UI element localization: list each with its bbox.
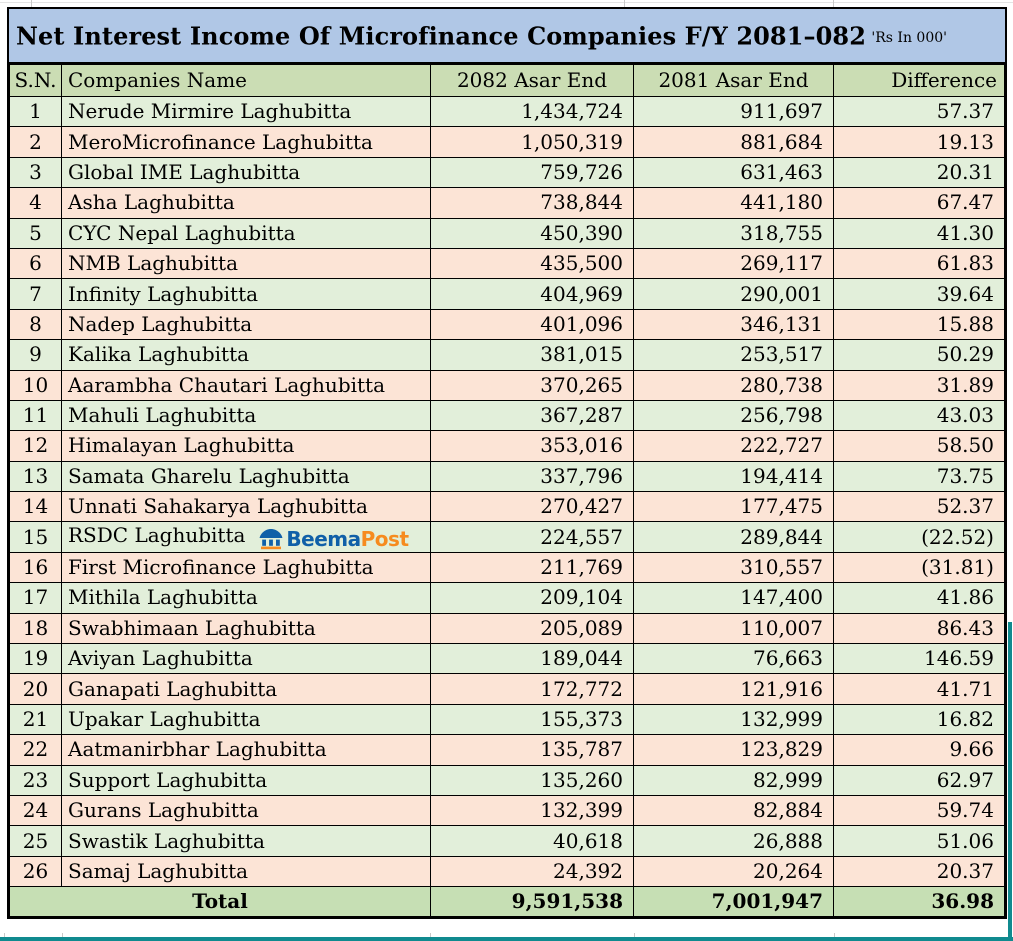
value-2081-cell: 289,844: [634, 522, 834, 552]
value-2082-cell: 172,772: [431, 674, 634, 704]
value-2081-cell: 881,684: [634, 127, 834, 157]
value-2081-cell: 269,117: [634, 248, 834, 278]
company-name-cell: [62, 613, 431, 643]
table-row: [10, 492, 1005, 522]
company-name-cell: [62, 795, 431, 825]
value-2081-cell: 26,888: [634, 826, 834, 856]
company-name: Nadep Laghubitta: [68, 311, 253, 336]
total-label-cell: Total: [10, 887, 431, 917]
company-name: Swabhimaan Laghubitta: [68, 615, 316, 640]
company-name-cell: [62, 188, 431, 218]
value-2082-cell: 211,769: [431, 552, 634, 582]
page-title: Net Interest Income Of Microfinance Companies F/Y 2081–082: [15, 21, 867, 50]
difference-cell: 19.13: [834, 127, 1005, 157]
value-2082-cell: 353,016: [431, 431, 634, 461]
company-name: MeroMicrofinance Laghubitta: [68, 129, 373, 154]
company-name-cell: [62, 583, 431, 613]
difference-cell: 43.03: [834, 400, 1005, 430]
company-name-cell: [62, 248, 431, 278]
sn-cell: 13: [10, 461, 62, 491]
value-2082-cell: 209,104: [431, 583, 634, 613]
value-2082-cell: 1,050,319: [431, 127, 634, 157]
difference-cell: 20.31: [834, 157, 1005, 187]
company-name-cell: [62, 370, 431, 400]
value-2081-cell: 76,663: [634, 644, 834, 674]
difference-cell: 39.64: [834, 279, 1005, 309]
company-name: Nerude Mirmire Laghubitta: [68, 99, 352, 124]
value-2082-cell: 401,096: [431, 309, 634, 339]
difference-cell: 58.50: [834, 431, 1005, 461]
net-interest-income-table: [9, 64, 1005, 917]
company-name: Mithila Laghubitta: [68, 585, 258, 610]
company-name-cell: [62, 431, 431, 461]
value-2081-cell: 310,557: [634, 552, 834, 582]
difference-cell: 15.88: [834, 309, 1005, 339]
table-row: [10, 826, 1005, 856]
value-2081-cell: 123,829: [634, 735, 834, 765]
company-name: Aarambha Chautari Laghubitta: [68, 372, 386, 397]
table-row: [10, 704, 1005, 734]
unit-note: 'Rs In 000': [871, 29, 947, 46]
sn-cell: 5: [10, 218, 62, 248]
company-name-cell: [62, 552, 431, 582]
col-header-difference: Difference: [834, 65, 1005, 97]
value-2082-cell: 155,373: [431, 704, 634, 734]
beemapost-logo-post: Post: [360, 526, 409, 551]
margin-gridline: [833, 0, 834, 7]
value-2082-cell: 224,557: [431, 522, 634, 552]
table-row: [10, 340, 1005, 370]
table-row: [10, 97, 1005, 127]
sn-cell: 7: [10, 279, 62, 309]
value-2082-cell: 135,787: [431, 735, 634, 765]
value-2081-cell: 132,999: [634, 704, 834, 734]
difference-cell: 51.06: [834, 826, 1005, 856]
sn-cell: 9: [10, 340, 62, 370]
difference-cell: 16.82: [834, 704, 1005, 734]
company-name: Infinity Laghubitta: [68, 281, 259, 306]
sn-cell: 12: [10, 431, 62, 461]
total-2081-cell: 7,001,947: [634, 887, 834, 917]
company-name-cell: [62, 704, 431, 734]
difference-cell: 9.66: [834, 735, 1005, 765]
company-name: Support Laghubitta: [68, 767, 268, 792]
table-footer: [10, 887, 1005, 917]
value-2082-cell: 1,434,724: [431, 97, 634, 127]
value-2082-cell: 435,500: [431, 248, 634, 278]
company-name-cell: [62, 856, 431, 886]
value-2081-cell: 441,180: [634, 188, 834, 218]
company-name: Aatmanirbhar Laghubitta: [68, 737, 327, 762]
table-row: [10, 461, 1005, 491]
company-name-cell: [62, 735, 431, 765]
value-2081-cell: 222,727: [634, 431, 834, 461]
company-name-cell: [62, 522, 431, 552]
company-name-cell: [62, 674, 431, 704]
sn-cell: 4: [10, 188, 62, 218]
table-body: [10, 97, 1005, 887]
difference-cell: 52.37: [834, 492, 1005, 522]
value-2081-cell: 110,007: [634, 613, 834, 643]
table-row: [10, 674, 1005, 704]
value-2081-cell: 346,131: [634, 309, 834, 339]
value-2082-cell: 135,260: [431, 765, 634, 795]
sn-cell: 1: [10, 97, 62, 127]
table-row: [10, 522, 1005, 552]
table-row: [10, 765, 1005, 795]
difference-cell: 62.97: [834, 765, 1005, 795]
value-2082-cell: 370,265: [431, 370, 634, 400]
table-row: [10, 613, 1005, 643]
company-name: Gurans Laghubitta: [68, 798, 259, 823]
sn-cell: 8: [10, 309, 62, 339]
teal-bottom-edge: [0, 937, 1013, 941]
table-row: [10, 279, 1005, 309]
sn-cell: 21: [10, 704, 62, 734]
difference-cell: 67.47: [834, 188, 1005, 218]
sn-cell: 15: [10, 522, 62, 552]
value-2082-cell: 132,399: [431, 795, 634, 825]
difference-cell: 61.83: [834, 248, 1005, 278]
company-name: Himalayan Laghubitta: [68, 433, 295, 458]
col-header-2082: 2082 Asar End: [431, 65, 634, 97]
sn-cell: 16: [10, 552, 62, 582]
value-2081-cell: 20,264: [634, 856, 834, 886]
company-name-cell: [62, 218, 431, 248]
sn-cell: 3: [10, 157, 62, 187]
table-row: [10, 795, 1005, 825]
company-name-cell: [62, 340, 431, 370]
company-name: Samaj Laghubitta: [68, 858, 249, 883]
difference-cell: (31.81): [834, 552, 1005, 582]
company-name: Kalika Laghubitta: [68, 342, 250, 367]
margin-gridline: [624, 0, 625, 7]
margin-gridline: [0, 2, 1013, 3]
beemapost-pavilion-icon: [258, 528, 284, 550]
company-name-cell: [62, 157, 431, 187]
table-row: [10, 735, 1005, 765]
difference-cell: 31.89: [834, 370, 1005, 400]
sn-cell: 26: [10, 856, 62, 886]
sn-cell: 17: [10, 583, 62, 613]
value-2081-cell: 194,414: [634, 461, 834, 491]
difference-cell: 50.29: [834, 340, 1005, 370]
company-name: Mahuli Laghubitta: [68, 403, 257, 428]
value-2081-cell: 256,798: [634, 400, 834, 430]
value-2082-cell: 40,618: [431, 826, 634, 856]
table-row: [10, 583, 1005, 613]
table-row: [10, 188, 1005, 218]
value-2081-cell: 280,738: [634, 370, 834, 400]
table-header: [10, 65, 1005, 97]
table-row: [10, 400, 1005, 430]
teal-right-edge: [1008, 622, 1012, 941]
title-bar: [9, 9, 1005, 64]
value-2082-cell: 24,392: [431, 856, 634, 886]
value-2081-cell: 82,999: [634, 765, 834, 795]
table-row: [10, 370, 1005, 400]
value-2082-cell: 450,390: [431, 218, 634, 248]
table-row: [10, 431, 1005, 461]
value-2081-cell: 318,755: [634, 218, 834, 248]
value-2081-cell: 290,001: [634, 279, 834, 309]
sn-cell: 14: [10, 492, 62, 522]
difference-cell: 20.37: [834, 856, 1005, 886]
company-name: Aviyan Laghubitta: [68, 646, 253, 671]
sn-cell: 19: [10, 644, 62, 674]
beemapost-logo: [258, 528, 408, 551]
total-difference-cell: 36.98: [834, 887, 1005, 917]
table-row: [10, 218, 1005, 248]
difference-cell: 146.59: [834, 644, 1005, 674]
difference-cell: 57.37: [834, 97, 1005, 127]
margin-gridline: [31, 0, 32, 7]
company-name: Upakar Laghubitta: [68, 707, 261, 731]
table-row: [10, 644, 1005, 674]
difference-cell: 41.86: [834, 583, 1005, 613]
company-name: Ganapati Laghubitta: [68, 676, 278, 701]
value-2082-cell: 337,796: [431, 461, 634, 491]
company-name-cell: [62, 492, 431, 522]
sn-cell: 18: [10, 613, 62, 643]
company-name: RSDC Laghubitta: [68, 522, 246, 547]
sn-cell: 6: [10, 248, 62, 278]
table-row: [10, 157, 1005, 187]
sn-cell: 22: [10, 735, 62, 765]
header-row: [10, 65, 1005, 97]
company-name: NMB Laghubitta: [68, 251, 238, 276]
sn-cell: 11: [10, 400, 62, 430]
company-name: First Microfinance Laghubitta: [68, 555, 374, 580]
company-name-cell: [62, 97, 431, 127]
difference-cell: (22.52): [834, 522, 1005, 552]
table-row: [10, 127, 1005, 157]
company-name-cell: [62, 644, 431, 674]
value-2082-cell: 404,969: [431, 279, 634, 309]
value-2081-cell: 253,517: [634, 340, 834, 370]
difference-cell: 41.71: [834, 674, 1005, 704]
total-2082-cell: 9,591,538: [431, 887, 634, 917]
sn-cell: 25: [10, 826, 62, 856]
sn-cell: 10: [10, 370, 62, 400]
total-row: [10, 887, 1005, 917]
value-2081-cell: 82,884: [634, 795, 834, 825]
difference-cell: 86.43: [834, 613, 1005, 643]
company-name-cell: [62, 826, 431, 856]
company-name-cell: [62, 279, 431, 309]
value-2082-cell: 189,044: [431, 644, 634, 674]
company-name: Global IME Laghubitta: [68, 159, 301, 184]
value-2082-cell: 738,844: [431, 188, 634, 218]
company-name-cell: [62, 461, 431, 491]
company-name: Samata Gharelu Laghubitta: [68, 463, 350, 488]
table-row: [10, 309, 1005, 339]
value-2082-cell: 367,287: [431, 400, 634, 430]
value-2081-cell: 177,475: [634, 492, 834, 522]
sn-cell: 24: [10, 795, 62, 825]
company-name: Asha Laghubitta: [68, 190, 235, 215]
value-2081-cell: 121,916: [634, 674, 834, 704]
company-name: Swastik Laghubitta: [68, 828, 265, 853]
sn-cell: 2: [10, 127, 62, 157]
value-2081-cell: 911,697: [634, 97, 834, 127]
difference-cell: 73.75: [834, 461, 1005, 491]
difference-cell: 59.74: [834, 795, 1005, 825]
value-2082-cell: 205,089: [431, 613, 634, 643]
sn-cell: 23: [10, 765, 62, 795]
sn-cell: 20: [10, 674, 62, 704]
company-name-cell: [62, 309, 431, 339]
value-2081-cell: 631,463: [634, 157, 834, 187]
value-2082-cell: 759,726: [431, 157, 634, 187]
value-2081-cell: 147,400: [634, 583, 834, 613]
col-header-sn: S.N.: [10, 65, 62, 97]
value-2082-cell: 381,015: [431, 340, 634, 370]
company-name-cell: [62, 400, 431, 430]
col-header-company: Companies Name: [62, 65, 431, 97]
beemapost-logo-beema: Beema: [286, 526, 361, 551]
company-name-cell: [62, 765, 431, 795]
value-2082-cell: 270,427: [431, 492, 634, 522]
col-header-2081: 2081 Asar End: [634, 65, 834, 97]
data-table-sheet: [7, 7, 1007, 919]
difference-cell: 41.30: [834, 218, 1005, 248]
table-row: [10, 856, 1005, 886]
table-row: [10, 248, 1005, 278]
company-name: Unnati Sahakarya Laghubitta: [68, 494, 368, 519]
company-name: CYC Nepal Laghubitta: [68, 220, 296, 245]
table-row: [10, 552, 1005, 582]
company-name-cell: [62, 127, 431, 157]
